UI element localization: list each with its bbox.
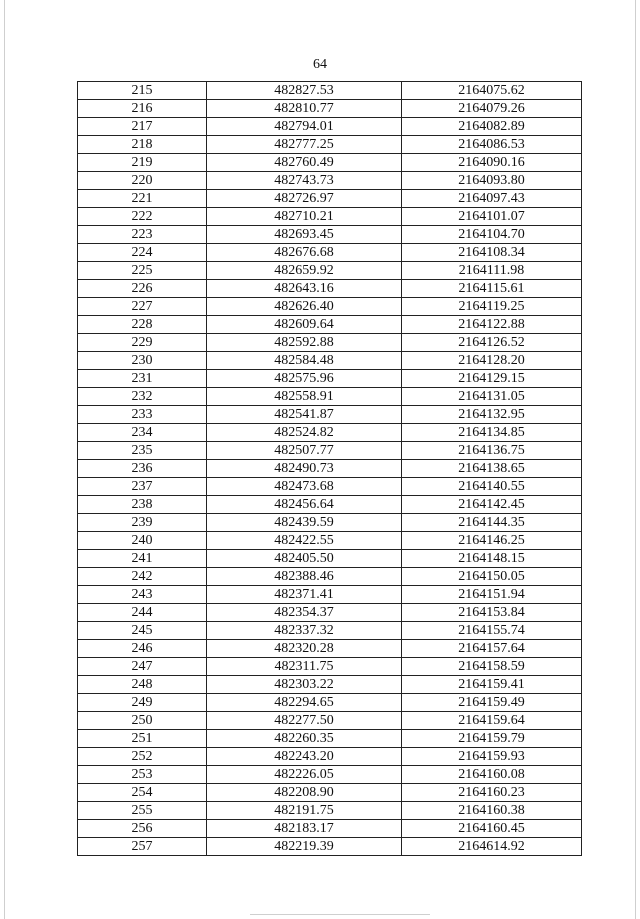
y-coordinate-cell: 2164160.38 bbox=[402, 802, 582, 820]
x-coordinate-cell: 482676.68 bbox=[207, 244, 402, 262]
point-number-cell: 239 bbox=[78, 514, 207, 532]
y-coordinate-cell: 2164160.23 bbox=[402, 784, 582, 802]
point-number-cell: 231 bbox=[78, 370, 207, 388]
table-row bbox=[78, 550, 582, 568]
x-coordinate-cell: 482541.87 bbox=[207, 406, 402, 424]
table-row bbox=[78, 532, 582, 550]
table-row bbox=[78, 694, 582, 712]
y-coordinate-cell: 2164159.79 bbox=[402, 730, 582, 748]
x-coordinate-cell: 482626.40 bbox=[207, 298, 402, 316]
y-coordinate-cell: 2164614.92 bbox=[402, 838, 582, 856]
point-number-cell: 217 bbox=[78, 118, 207, 136]
point-number-cell: 219 bbox=[78, 154, 207, 172]
table-row bbox=[78, 352, 582, 370]
y-coordinate-cell: 2164160.08 bbox=[402, 766, 582, 784]
x-coordinate-cell: 482208.90 bbox=[207, 784, 402, 802]
table-row bbox=[78, 658, 582, 676]
table-row bbox=[78, 82, 582, 100]
point-number-cell: 251 bbox=[78, 730, 207, 748]
x-coordinate-cell: 482643.16 bbox=[207, 280, 402, 298]
x-coordinate-cell: 482726.97 bbox=[207, 190, 402, 208]
point-number-cell: 256 bbox=[78, 820, 207, 838]
x-coordinate-cell: 482371.41 bbox=[207, 586, 402, 604]
x-coordinate-cell: 482320.28 bbox=[207, 640, 402, 658]
point-number-cell: 227 bbox=[78, 298, 207, 316]
table-row bbox=[78, 622, 582, 640]
x-coordinate-cell: 482277.50 bbox=[207, 712, 402, 730]
table-row bbox=[78, 154, 582, 172]
x-coordinate-cell: 482710.21 bbox=[207, 208, 402, 226]
table-row bbox=[78, 388, 582, 406]
point-number-cell: 248 bbox=[78, 676, 207, 694]
x-coordinate-cell: 482659.92 bbox=[207, 262, 402, 280]
x-coordinate-cell: 482388.46 bbox=[207, 568, 402, 586]
point-number-cell: 245 bbox=[78, 622, 207, 640]
x-coordinate-cell: 482226.05 bbox=[207, 766, 402, 784]
point-number-cell: 242 bbox=[78, 568, 207, 586]
y-coordinate-cell: 2164132.95 bbox=[402, 406, 582, 424]
y-coordinate-cell: 2164159.49 bbox=[402, 694, 582, 712]
table-row bbox=[78, 280, 582, 298]
x-coordinate-cell: 482473.68 bbox=[207, 478, 402, 496]
table-row bbox=[78, 640, 582, 658]
point-number-cell: 253 bbox=[78, 766, 207, 784]
x-coordinate-cell: 482575.96 bbox=[207, 370, 402, 388]
point-number-cell: 241 bbox=[78, 550, 207, 568]
point-number-cell: 226 bbox=[78, 280, 207, 298]
point-number-cell: 234 bbox=[78, 424, 207, 442]
table-row bbox=[78, 100, 582, 118]
y-coordinate-cell: 2164134.85 bbox=[402, 424, 582, 442]
table-row bbox=[78, 190, 582, 208]
table-row bbox=[78, 712, 582, 730]
point-number-cell: 255 bbox=[78, 802, 207, 820]
y-coordinate-cell: 2164140.55 bbox=[402, 478, 582, 496]
y-coordinate-cell: 2164159.64 bbox=[402, 712, 582, 730]
x-coordinate-cell: 482490.73 bbox=[207, 460, 402, 478]
x-coordinate-cell: 482456.64 bbox=[207, 496, 402, 514]
point-number-cell: 232 bbox=[78, 388, 207, 406]
coordinates-table bbox=[77, 81, 582, 856]
y-coordinate-cell: 2164136.75 bbox=[402, 442, 582, 460]
y-coordinate-cell: 2164097.43 bbox=[402, 190, 582, 208]
table-row bbox=[78, 442, 582, 460]
point-number-cell: 249 bbox=[78, 694, 207, 712]
x-coordinate-cell: 482810.77 bbox=[207, 100, 402, 118]
x-coordinate-cell: 482827.53 bbox=[207, 82, 402, 100]
page-number: 64 bbox=[313, 57, 327, 72]
y-coordinate-cell: 2164159.41 bbox=[402, 676, 582, 694]
y-coordinate-cell: 2164160.45 bbox=[402, 820, 582, 838]
y-coordinate-cell: 2164079.26 bbox=[402, 100, 582, 118]
point-number-cell: 246 bbox=[78, 640, 207, 658]
table-row bbox=[78, 586, 582, 604]
y-coordinate-cell: 2164090.16 bbox=[402, 154, 582, 172]
point-number-cell: 229 bbox=[78, 334, 207, 352]
table-row bbox=[78, 262, 582, 280]
y-coordinate-cell: 2164142.45 bbox=[402, 496, 582, 514]
y-coordinate-cell: 2164104.70 bbox=[402, 226, 582, 244]
y-coordinate-cell: 2164082.89 bbox=[402, 118, 582, 136]
x-coordinate-cell: 482422.55 bbox=[207, 532, 402, 550]
x-coordinate-cell: 482183.17 bbox=[207, 820, 402, 838]
table-row bbox=[78, 244, 582, 262]
table-row bbox=[78, 136, 582, 154]
x-coordinate-cell: 482609.64 bbox=[207, 316, 402, 334]
y-coordinate-cell: 2164131.05 bbox=[402, 388, 582, 406]
x-coordinate-cell: 482294.65 bbox=[207, 694, 402, 712]
point-number-cell: 216 bbox=[78, 100, 207, 118]
x-coordinate-cell: 482439.59 bbox=[207, 514, 402, 532]
point-number-cell: 228 bbox=[78, 316, 207, 334]
point-number-cell: 238 bbox=[78, 496, 207, 514]
y-coordinate-cell: 2164111.98 bbox=[402, 262, 582, 280]
table-row bbox=[78, 424, 582, 442]
x-coordinate-cell: 482405.50 bbox=[207, 550, 402, 568]
x-coordinate-cell: 482743.73 bbox=[207, 172, 402, 190]
table-row bbox=[78, 172, 582, 190]
x-coordinate-cell: 482303.22 bbox=[207, 676, 402, 694]
table-row bbox=[78, 748, 582, 766]
x-coordinate-cell: 482794.01 bbox=[207, 118, 402, 136]
table-row bbox=[78, 496, 582, 514]
table-row bbox=[78, 514, 582, 532]
x-coordinate-cell: 482354.37 bbox=[207, 604, 402, 622]
table-row bbox=[78, 676, 582, 694]
y-coordinate-cell: 2164128.20 bbox=[402, 352, 582, 370]
point-number-cell: 243 bbox=[78, 586, 207, 604]
y-coordinate-cell: 2164148.15 bbox=[402, 550, 582, 568]
table-row bbox=[78, 118, 582, 136]
table-row bbox=[78, 226, 582, 244]
y-coordinate-cell: 2164101.07 bbox=[402, 208, 582, 226]
y-coordinate-cell: 2164158.59 bbox=[402, 658, 582, 676]
table-row bbox=[78, 784, 582, 802]
table-row bbox=[78, 316, 582, 334]
point-number-cell: 225 bbox=[78, 262, 207, 280]
point-number-cell: 223 bbox=[78, 226, 207, 244]
y-coordinate-cell: 2164119.25 bbox=[402, 298, 582, 316]
x-coordinate-cell: 482693.45 bbox=[207, 226, 402, 244]
point-number-cell: 250 bbox=[78, 712, 207, 730]
x-coordinate-cell: 482760.49 bbox=[207, 154, 402, 172]
y-coordinate-cell: 2164150.05 bbox=[402, 568, 582, 586]
y-coordinate-cell: 2164146.25 bbox=[402, 532, 582, 550]
y-coordinate-cell: 2164093.80 bbox=[402, 172, 582, 190]
point-number-cell: 244 bbox=[78, 604, 207, 622]
table-row bbox=[78, 838, 582, 856]
point-number-cell: 236 bbox=[78, 460, 207, 478]
y-coordinate-cell: 2164153.84 bbox=[402, 604, 582, 622]
x-coordinate-cell: 482243.20 bbox=[207, 748, 402, 766]
point-number-cell: 257 bbox=[78, 838, 207, 856]
point-number-cell: 237 bbox=[78, 478, 207, 496]
y-coordinate-cell: 2164122.88 bbox=[402, 316, 582, 334]
point-number-cell: 224 bbox=[78, 244, 207, 262]
y-coordinate-cell: 2164138.65 bbox=[402, 460, 582, 478]
point-number-cell: 233 bbox=[78, 406, 207, 424]
point-number-cell: 252 bbox=[78, 748, 207, 766]
y-coordinate-cell: 2164144.35 bbox=[402, 514, 582, 532]
table-row bbox=[78, 766, 582, 784]
point-number-cell: 240 bbox=[78, 532, 207, 550]
table-row bbox=[78, 406, 582, 424]
bottom-rule bbox=[250, 914, 430, 915]
x-coordinate-cell: 482592.88 bbox=[207, 334, 402, 352]
table-row bbox=[78, 604, 582, 622]
x-coordinate-cell: 482524.82 bbox=[207, 424, 402, 442]
y-coordinate-cell: 2164155.74 bbox=[402, 622, 582, 640]
point-number-cell: 222 bbox=[78, 208, 207, 226]
y-coordinate-cell: 2164151.94 bbox=[402, 586, 582, 604]
point-number-cell: 247 bbox=[78, 658, 207, 676]
table-row bbox=[78, 730, 582, 748]
table-row bbox=[78, 370, 582, 388]
table-row bbox=[78, 460, 582, 478]
table-row bbox=[78, 802, 582, 820]
y-coordinate-cell: 2164126.52 bbox=[402, 334, 582, 352]
point-number-cell: 220 bbox=[78, 172, 207, 190]
x-coordinate-cell: 482584.48 bbox=[207, 352, 402, 370]
table-row bbox=[78, 478, 582, 496]
y-coordinate-cell: 2164086.53 bbox=[402, 136, 582, 154]
x-coordinate-cell: 482507.77 bbox=[207, 442, 402, 460]
point-number-cell: 218 bbox=[78, 136, 207, 154]
x-coordinate-cell: 482191.75 bbox=[207, 802, 402, 820]
point-number-cell: 235 bbox=[78, 442, 207, 460]
y-coordinate-cell: 2164115.61 bbox=[402, 280, 582, 298]
x-coordinate-cell: 482260.35 bbox=[207, 730, 402, 748]
coordinates-table-body bbox=[78, 82, 582, 856]
y-coordinate-cell: 2164157.64 bbox=[402, 640, 582, 658]
table-row bbox=[78, 208, 582, 226]
y-coordinate-cell: 2164108.34 bbox=[402, 244, 582, 262]
table-row bbox=[78, 298, 582, 316]
x-coordinate-cell: 482777.25 bbox=[207, 136, 402, 154]
y-coordinate-cell: 2164129.15 bbox=[402, 370, 582, 388]
x-coordinate-cell: 482558.91 bbox=[207, 388, 402, 406]
table-row bbox=[78, 568, 582, 586]
x-coordinate-cell: 482337.32 bbox=[207, 622, 402, 640]
point-number-cell: 221 bbox=[78, 190, 207, 208]
x-coordinate-cell: 482219.39 bbox=[207, 838, 402, 856]
point-number-cell: 230 bbox=[78, 352, 207, 370]
point-number-cell: 254 bbox=[78, 784, 207, 802]
x-coordinate-cell: 482311.75 bbox=[207, 658, 402, 676]
y-coordinate-cell: 2164159.93 bbox=[402, 748, 582, 766]
table-row bbox=[78, 820, 582, 838]
table-row bbox=[78, 334, 582, 352]
y-coordinate-cell: 2164075.62 bbox=[402, 82, 582, 100]
point-number-cell: 215 bbox=[78, 82, 207, 100]
